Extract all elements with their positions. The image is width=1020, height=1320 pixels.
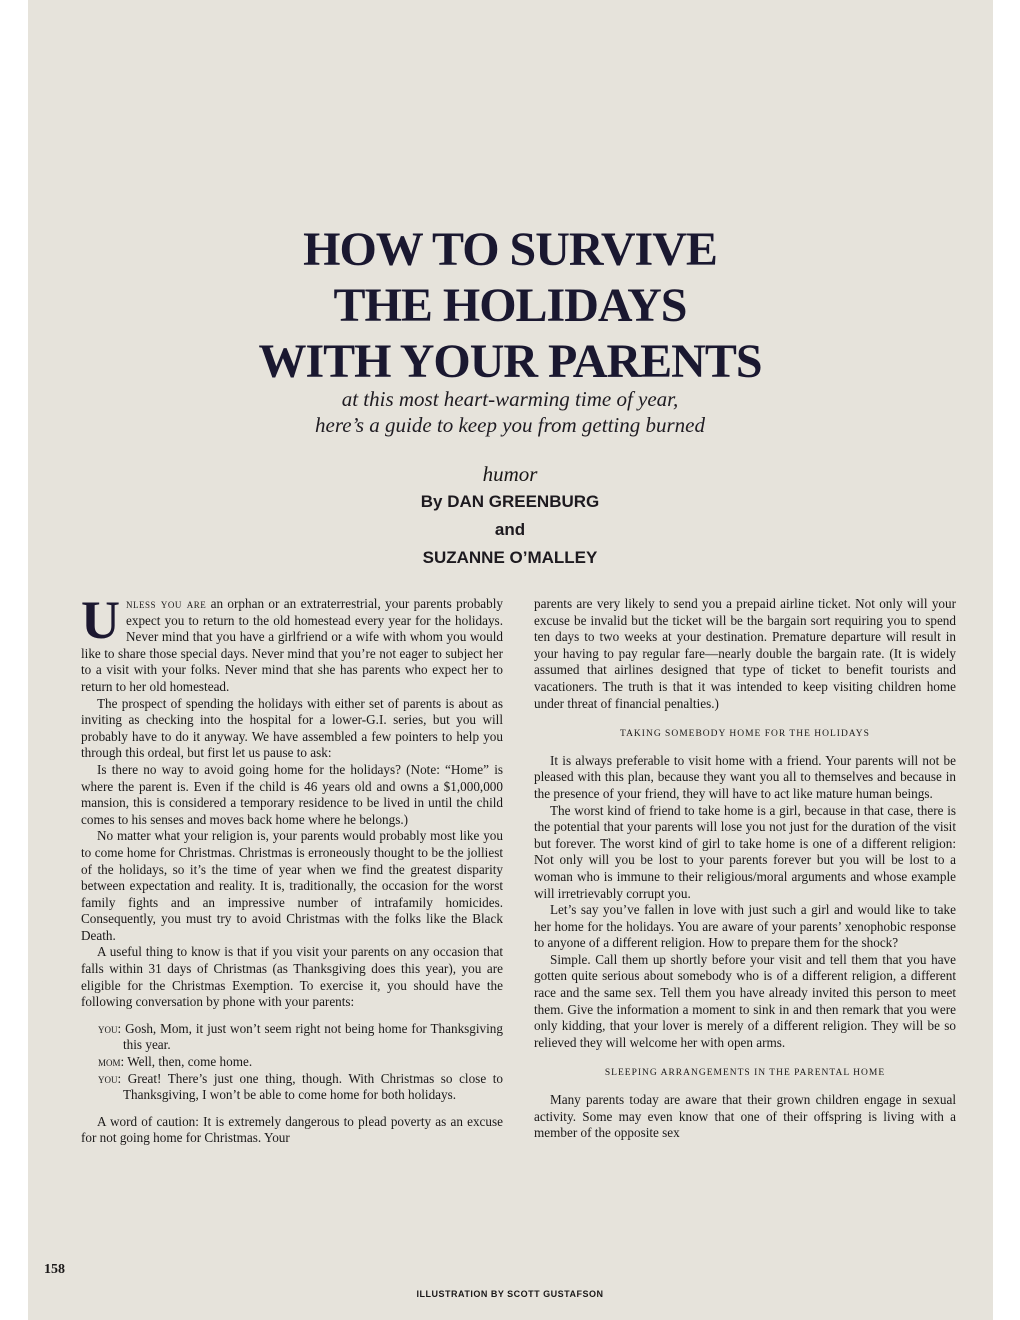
subtitle-line: at this most heart-warming time of year, xyxy=(341,387,679,411)
author-line: By DAN GREENBURG xyxy=(420,492,600,511)
body-paragraph: A word of caution: It is extremely dangerous to plead poverty as an excuse for not going home for Christmas. Your xyxy=(81,1113,503,1146)
opening-paragraph xyxy=(81,590,503,696)
dialogue-speaker: mom: xyxy=(98,1054,125,1070)
body-paragraph: A useful thing to know is that if you visit your parents on any occasion that falls within 31 days of Christmas (as Thanksgiving does this year), you are eligible for the Christmas Exemption. To exercise it, you should have the following conversation by phone with your parents: xyxy=(81,944,503,1010)
left-column xyxy=(81,590,503,1147)
body-paragraph: The worst kind of friend to take home is a girl, because in that case, there is the potential that your parents will lose you not just for the duration of the visit but forever. The worst kind of girl to take home is one of a different religion: Not only will you be lost to your parents forever but you will be lost to a woman who is immune to their religious/moral arguments and whose example will irretrievably corrupt you. xyxy=(534,802,956,901)
drop-cap: U xyxy=(81,590,120,650)
paragraph-text: an orphan or an extraterrestrial, your parents probably expect you to return to the old homestead every year for the holidays. Never mind that you have a girlfriend or a wife with whom you would like to share those special days. Never mind that you’re not eager to subject her to a visit with your folks. Never mind that she has parents who expect her to return to her old homestead. xyxy=(81,596,503,694)
body-paragraph: Simple. Call them up shortly before your visit and tell them that you have gotten quite serious about somebody who is of a different religion, a different race and the same sex. Tell them you have already invited this person to meet them. Give the information a moment to sink in and then remark that you were only kidding, that your lover is merely of a different religion. They will be so relieved they will welcome her with open arms. xyxy=(534,951,956,1050)
genre-label: humor xyxy=(482,462,538,486)
dialogue-speaker: you: xyxy=(98,1070,122,1086)
section-subhead: TAKING SOMEBODY HOME FOR THE HOLIDAYS xyxy=(620,729,870,740)
dialogue-speaker: you: xyxy=(98,1020,122,1036)
illustration-credit: ILLUSTRATION BY SCOTT GUSTAFSON xyxy=(416,1289,604,1299)
author-line: SUZANNE O’MALLEY xyxy=(422,548,598,567)
author-conjunction: and xyxy=(494,520,526,539)
title-line: THE HOLIDAYS xyxy=(333,279,687,332)
dialogue-line xyxy=(81,1054,503,1071)
body-paragraph: The prospect of spending the holidays with either set of parents is about as inviting as checking into the hospital for a lower-G.I. series, but you will probably have to do it anyway. We have assembled a few pointers to help you through this ordeal, but first let us pause to ask: xyxy=(81,695,503,761)
body-paragraph: Let’s say you’ve fallen in love with just such a girl and would like to take her home for the holidays. You are aware of your parents’ xenophobic response to anyone of a different religion. How to prepare them for the shock? xyxy=(534,902,956,951)
body-paragraph: It is always preferable to visit home with a friend. Your parents will not be pleased with this plan, because they want you all to themselves and because in the presence of your friend, they will have to act like mature human beings. xyxy=(534,752,956,801)
subtitle-line: here’s a guide to keep you from getting burned xyxy=(315,413,705,437)
right-column xyxy=(534,596,956,1142)
phone-dialogue xyxy=(81,1021,503,1104)
body-paragraph: Many parents today are aware that their grown children engage in sexual activity. Some may even know that one of their offspring is living with a member of the opposite sex xyxy=(534,1092,956,1141)
body-paragraph: No matter what your religion is, your parents would probably most like you to come home for Christmas. Christmas is erroneously thought to be the jolliest of the holidays, so it’s the time of year when we find the greatest disparity between expectation and reality. It is, traditionally, the occasion for the worst family fights and an impressive number of intrafamily homicides. Consequently, you must try to avoid Christmas with the folks like the Black Death. xyxy=(81,828,503,943)
dialogue-line xyxy=(81,1021,503,1054)
title-line: WITH YOUR PARENTS xyxy=(258,335,762,388)
page-number: 158 xyxy=(44,1262,65,1277)
body-paragraph: Is there no way to avoid going home for the holidays? (Note: “Home” is where the parent is. Even if the child is 46 years old and owns a $1,000,000 mansion, this is considered a temporary residence to be lived in until the child comes to his senses and moves back home where he belongs.) xyxy=(81,761,503,827)
section-subhead: SLEEPING ARRANGEMENTS IN THE PARENTAL HOME xyxy=(604,1068,886,1079)
title-line: HOW TO SURVIVE xyxy=(303,223,717,276)
dialogue-text: Well, then, come home. xyxy=(124,1054,253,1070)
dialogue-text: Gosh, Mom, it just won’t seem right not being home for Thanksgiving this year. xyxy=(121,1020,503,1053)
byline-block xyxy=(0,460,1020,572)
article-subtitle xyxy=(0,386,1020,438)
dialogue-line xyxy=(81,1071,503,1104)
body-paragraph: parents are very likely to send you a prepaid airline ticket. Not only will your excuse be invalid but the ticket will be the bargain sort requiring you to spend ten days to two weeks at your destination. Premature departure will result in your having to pay regular fare—nearly double the bargain rate. (It is widely assumed that airlines designed that type of ticket to benefit tourists and vacationers. The truth is that it was intended to keep visiting children home under threat of financial penalties.) xyxy=(534,596,956,711)
article-title xyxy=(0,222,1020,390)
dialogue-text: Great! There’s just one thing, though. With Christmas so close to Thanksgiving, I won’t be able to come home for both holidays. xyxy=(121,1070,503,1103)
lead-in-caps: nless you are xyxy=(126,596,207,611)
